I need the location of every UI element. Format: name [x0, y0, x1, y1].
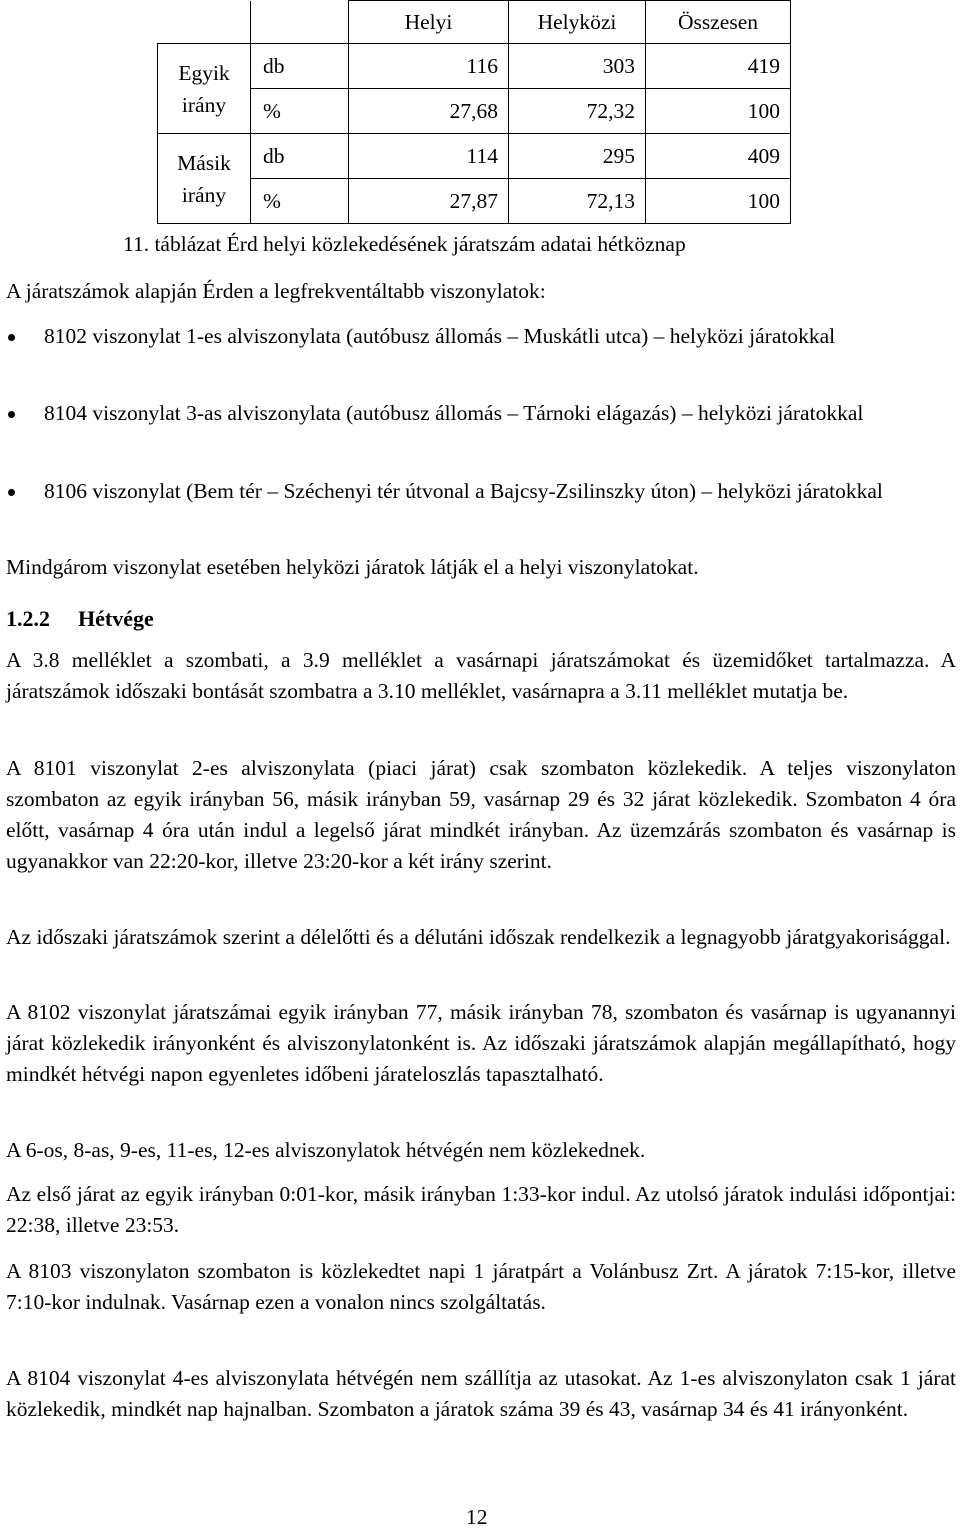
table-corner-cell	[251, 1, 349, 44]
bullet-icon	[8, 489, 15, 496]
unit-cell: %	[251, 179, 349, 224]
table-row	[158, 89, 791, 134]
paragraph: A 8104 viszonylat 4-es alviszonylata hétvégén nem szállítja az utasokat. Az 1-es alviszonylaton csak 1 járat közlekedik, mindkét nap hajnalban. Szombaton a járatok száma 39 és 43, vasárnap 34 és 41 irányonként.	[6, 1366, 956, 1421]
section-number: 1.2.2	[6, 606, 50, 631]
table-corner-cell	[158, 1, 251, 44]
unit-cell: db	[251, 134, 349, 179]
paragraph: A 8101 viszonylat 2-es alviszonylata (piaci járat) csak szombaton közlekedik. A teljes viszonylaton szombaton az egyik irányban 56, másik irányban 59, vasárnap 29 és 32 járat közlekedik. Szombaton 4 óra előtt, vasárnap 4 óra után indul a legelső járat mindkét irányban. Az üzemzárás szombaton és vasárnap is ugyanakkor van 22:20-kor, illetve 23:20-kor a két irány szerint.	[6, 756, 956, 873]
table-header-cell: Helyközi	[509, 1, 646, 44]
table-row	[158, 134, 791, 179]
value-cell: 116	[349, 44, 509, 89]
page-number: 12	[466, 1505, 488, 1529]
value-cell: 303	[509, 44, 646, 89]
table-row	[158, 179, 791, 224]
data-table	[157, 0, 791, 224]
paragraph: A 8103 viszonylaton szombaton is közlekedtet napi 1 járatpárt a Volánbusz Zrt. A járatok 7:15-kor, illetve 7:10-kor indulnak. Vasárnap ezen a vonalon nincs szolgáltatás.	[6, 1259, 956, 1314]
table-caption: 11. táblázat Érd helyi közlekedésének járatszám adatai hétköznap	[123, 232, 686, 256]
intro-text: A járatszámok alapján Érden a legfrekventáltabb viszonylatok:	[6, 279, 546, 303]
value-cell: 100	[646, 89, 791, 134]
paragraph: A 6-os, 8-as, 9-es, 11-es, 12-es alviszonylatok hétvégén nem közlekednek.	[6, 1138, 646, 1162]
table-header-row	[158, 1, 791, 44]
value-cell: 409	[646, 134, 791, 179]
section-heading	[6, 606, 154, 632]
paragraph: Az időszaki járatszámok szerint a délelőtti és a délutáni időszak rendelkezik a legnagyobb járatgyakorisággal.	[6, 925, 951, 949]
list-item	[6, 321, 956, 352]
table-row	[158, 44, 791, 89]
list-item-text: 8102 viszonylat 1-es alviszonylata (autóbusz állomás – Muskátli utca) – helyközi járatokkal	[44, 324, 836, 348]
value-cell: 100	[646, 179, 791, 224]
section-title: Hétvége	[78, 606, 154, 631]
bullet-icon	[8, 334, 15, 341]
list-item-text: 8106 viszonylat (Bem tér – Széchenyi tér útvonal a Bajcsy-Zsilinszky úton) – helyközi járatokkal	[44, 479, 883, 503]
table-header-cell: Összesen	[646, 1, 791, 44]
table-header-cell: Helyi	[349, 1, 509, 44]
value-cell: 419	[646, 44, 791, 89]
list-item	[6, 476, 956, 507]
paragraph: A 8102 viszonylat járatszámai egyik irányban 77, másik irányban 78, szombaton és vasárnap is ugyanannyi járat közlekedik irányonként és alviszonylatonként is. Az időszaki járatszámok alapján megállapítható, hogy mindkét hétvégi napon egyenletes időbeni járateloszlás tapasztalható.	[6, 1000, 956, 1086]
list-item-text: 8104 viszonylat 3-as alviszonylata (autóbusz állomás – Tárnoki elágazás) – helyközi járatokkal	[44, 401, 864, 425]
unit-cell: %	[251, 89, 349, 134]
value-cell: 72,32	[509, 89, 646, 134]
value-cell: 114	[349, 134, 509, 179]
value-cell: 72,13	[509, 179, 646, 224]
value-cell: 27,87	[349, 179, 509, 224]
paragraph: Az első járat az egyik irányban 0:01-kor, másik irányban 1:33-kor indul. Az utolsó járatok indulási időpontjai: 22:38, illetve 23:53.	[6, 1182, 956, 1237]
value-cell: 27,68	[349, 89, 509, 134]
summary-text: Mindgárom viszonylat esetében helyközi járatok látják el a helyi viszonylatokat.	[6, 555, 699, 579]
direction-label: Egyik irány	[158, 44, 251, 134]
list-item	[6, 398, 956, 429]
value-cell: 295	[509, 134, 646, 179]
direction-label: Másik irány	[158, 134, 251, 224]
bullet-icon	[8, 411, 15, 418]
paragraph: A 3.8 melléklet a szombati, a 3.9 melléklet a vasárnapi járatszámokat és üzemidőket tartalmazza. A járatszámok időszaki bontását szombatra a 3.10 melléklet, vasárnapra a 3.11 melléklet mutatja be.	[6, 648, 956, 703]
unit-cell: db	[251, 44, 349, 89]
